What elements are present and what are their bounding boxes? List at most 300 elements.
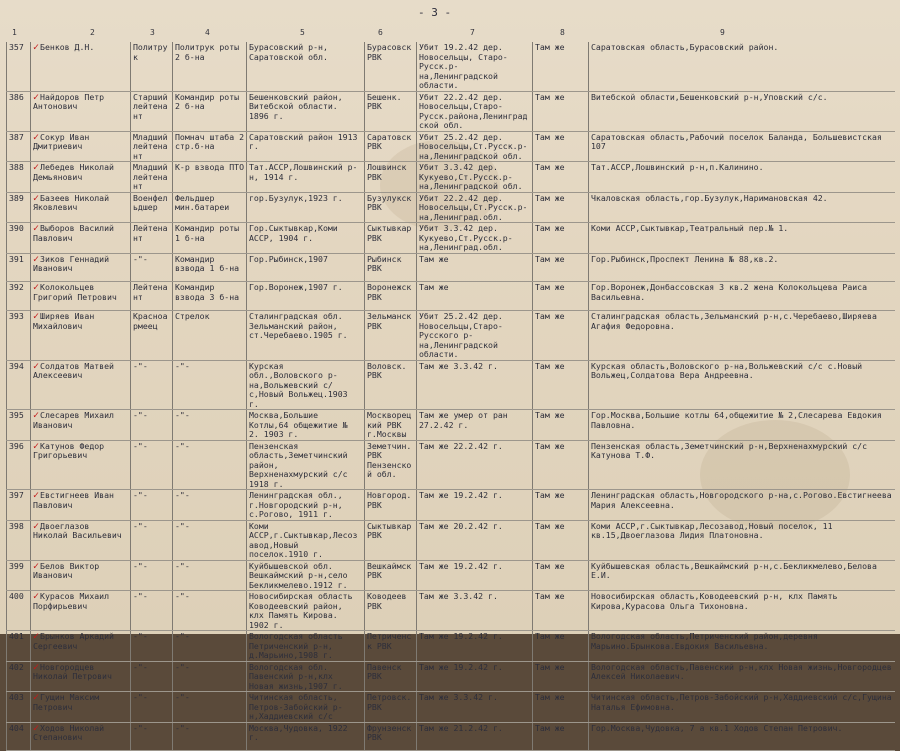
relatives-address-cell bbox=[589, 223, 895, 254]
soldier-name-cell bbox=[31, 91, 131, 131]
relatives-address: Саратовская область,Бурасовский район. bbox=[591, 42, 779, 52]
table-row bbox=[7, 410, 895, 441]
draft-office-cell bbox=[365, 410, 417, 441]
row-number: 396 bbox=[9, 440, 24, 451]
burial-place-cell bbox=[533, 410, 589, 441]
soldier-name: Белов Виктор Иванович bbox=[33, 560, 100, 581]
position-cell bbox=[173, 722, 247, 751]
draft-office-cell bbox=[365, 311, 417, 361]
rank-cell bbox=[131, 692, 173, 723]
soldier-name-cell bbox=[31, 440, 131, 490]
soldier-name-cell bbox=[31, 223, 131, 254]
birthplace-year: Новосибирская область Ководеевский район, клх Память Кирова. 1902 г. bbox=[249, 591, 353, 630]
position-cell bbox=[173, 410, 247, 441]
birthplace-year-cell bbox=[247, 661, 365, 692]
relatives-address-cell bbox=[589, 91, 895, 131]
row-number-cell bbox=[7, 520, 31, 560]
row-number: 400 bbox=[9, 591, 24, 602]
burial-place-cell bbox=[533, 591, 589, 631]
position: -"- bbox=[175, 722, 190, 733]
burial-place: Там же bbox=[535, 131, 565, 142]
soldier-name: Брынков Аркадий Сергеевич bbox=[33, 631, 114, 651]
draft-office-cell bbox=[365, 282, 417, 311]
table-row bbox=[7, 253, 895, 282]
row-number: 391 bbox=[9, 253, 24, 264]
rank-cell bbox=[131, 223, 173, 254]
draft-office-cell bbox=[365, 591, 417, 631]
birthplace-year-cell bbox=[247, 440, 365, 490]
rank-cell bbox=[131, 631, 173, 662]
death-details-cell bbox=[417, 42, 533, 91]
rank-cell bbox=[131, 282, 173, 311]
soldier-name-cell bbox=[31, 410, 131, 441]
burial-place: Там же bbox=[535, 410, 565, 421]
row-number: 392 bbox=[9, 282, 24, 293]
rank: Красноармеец bbox=[133, 311, 168, 331]
check-mark-icon: ✓ bbox=[33, 42, 40, 53]
soldier-name: Курасов Михаил Порфирьевич bbox=[33, 591, 110, 611]
row-number: 398 bbox=[9, 520, 24, 531]
soldier-name: Бенков Д.Н. bbox=[40, 42, 95, 52]
rank: Старший лейтенант bbox=[133, 91, 168, 121]
relatives-address: Сталинградская область,Зельманский р-н,с.Черебаево,Ширяева Агафия Федоровна. bbox=[591, 311, 877, 331]
rank-cell bbox=[131, 311, 173, 361]
soldier-name-cell bbox=[31, 661, 131, 692]
birthplace-year-cell bbox=[247, 591, 365, 631]
soldier-name: Сокур Иван Дмитриевич bbox=[33, 131, 90, 151]
position: Политрук роты 2 б-на bbox=[175, 42, 240, 62]
birthplace-year-cell bbox=[247, 42, 365, 91]
position: -"- bbox=[175, 661, 190, 672]
burial-place-cell bbox=[533, 91, 589, 131]
burial-place: Там же bbox=[535, 253, 565, 264]
burial-place: Там же bbox=[535, 440, 565, 451]
table-row bbox=[7, 223, 895, 254]
row-number-cell bbox=[7, 631, 31, 662]
birthplace-year: Москва,Большие Котлы,64 общежитие № 2. 1903 г. bbox=[249, 410, 348, 440]
position: Командир взвода 3 б-на bbox=[175, 282, 240, 302]
rank: -"- bbox=[133, 591, 148, 602]
birthplace-year-cell bbox=[247, 410, 365, 441]
column-number: 1 bbox=[12, 28, 17, 37]
draft-office-cell bbox=[365, 661, 417, 692]
death-details-cell bbox=[417, 692, 533, 723]
death-details: Там же 3.3.42 г. bbox=[419, 692, 498, 703]
row-number: 397 bbox=[9, 490, 24, 501]
rank: -"- bbox=[133, 661, 148, 672]
rank: Младший лейтенант bbox=[133, 131, 168, 161]
table-row bbox=[7, 131, 895, 162]
position-cell bbox=[173, 692, 247, 723]
draft-office-cell bbox=[365, 722, 417, 751]
burial-place-cell bbox=[533, 42, 589, 91]
death-details-cell bbox=[417, 410, 533, 441]
burial-place-cell bbox=[533, 631, 589, 662]
birthplace-year-cell bbox=[247, 91, 365, 131]
soldier-name-cell bbox=[31, 692, 131, 723]
row-number-cell bbox=[7, 722, 31, 751]
row-number-cell bbox=[7, 591, 31, 631]
relatives-address: Пензенская область,Земетчинский р-н,Верхненахмурский с/с Катунова Т.Ф. bbox=[591, 440, 868, 461]
draft-office: Воловск. РВК bbox=[367, 360, 407, 381]
soldier-name-cell bbox=[31, 42, 131, 91]
row-number-cell bbox=[7, 282, 31, 311]
rank-cell bbox=[131, 440, 173, 490]
table-row bbox=[7, 360, 895, 410]
soldier-name-cell bbox=[31, 490, 131, 521]
birthplace-year: Вологодская обл. Павенский р-н,клх Новая жизнь,1907 г. bbox=[249, 661, 343, 691]
birthplace-year-cell bbox=[247, 360, 365, 410]
birthplace-year-cell bbox=[247, 131, 365, 162]
row-number-cell bbox=[7, 661, 31, 692]
position: -"- bbox=[175, 360, 190, 371]
relatives-address: Новосибирская область,Ководеевский р-н, клх Память Кирова,Курасова Ольга Тихоновна. bbox=[591, 591, 838, 611]
death-details-cell bbox=[417, 91, 533, 131]
position: К-р взвода ПТО bbox=[175, 162, 245, 172]
row-number-cell bbox=[7, 131, 31, 162]
soldier-name-cell bbox=[31, 192, 131, 223]
relatives-address: Гор.Воронеж,Донбассовская 3 кв.2 жена Колокольцева Раиса Васильевна. bbox=[591, 282, 868, 302]
relatives-address-cell bbox=[589, 311, 895, 361]
relatives-address: Чкаловская область,гор.Бузулук,Наримановская 42. bbox=[591, 192, 828, 203]
row-number: 387 bbox=[9, 131, 24, 142]
death-details: Убит 25.2.42 дер. Новосельцы,Ст.Русск.р-на,Ленинградской обл. bbox=[419, 131, 528, 161]
draft-office: Ководеев РВК bbox=[367, 591, 407, 611]
position-cell bbox=[173, 591, 247, 631]
death-details: Там же 19.2.42 г. bbox=[419, 560, 503, 571]
table-row bbox=[7, 192, 895, 223]
death-details: Убит 19.2.42 дер. Новосельцы, Старо-Русск.р-на,Ленинградской области. bbox=[419, 42, 508, 90]
death-details-cell bbox=[417, 192, 533, 223]
death-details: Там же 22.2.42 г. bbox=[419, 440, 503, 451]
column-number: 3 bbox=[150, 28, 155, 37]
position: Командир роты 2 б-на bbox=[175, 91, 240, 111]
row-number: 394 bbox=[9, 360, 24, 371]
table-row bbox=[7, 722, 895, 751]
position-cell bbox=[173, 661, 247, 692]
birthplace-year: Бурасовский р-н, Саратовской обл. bbox=[249, 42, 328, 62]
soldier-name: Двоеглазов Николай Васильевич bbox=[33, 520, 122, 541]
position-cell bbox=[173, 192, 247, 223]
row-number: 386 bbox=[9, 91, 24, 102]
relatives-address-cell bbox=[589, 192, 895, 223]
position: -"- bbox=[175, 440, 190, 451]
position-cell bbox=[173, 223, 247, 254]
row-number: 390 bbox=[9, 223, 24, 233]
position: -"- bbox=[175, 631, 190, 642]
relatives-address-cell bbox=[589, 360, 895, 410]
death-details: Убит 3.3.42 дер. Кукуево,Ст.Русск.р-на,Ленинградской обл. bbox=[419, 162, 523, 191]
row-number-cell bbox=[7, 311, 31, 361]
rank-cell bbox=[131, 131, 173, 162]
table-row bbox=[7, 440, 895, 490]
draft-office-cell bbox=[365, 91, 417, 131]
birthplace-year: Вологодская область Петриченский р-н, д.Марьино,1908 г. bbox=[249, 631, 343, 661]
column-number: 2 bbox=[90, 28, 95, 37]
relatives-address-cell bbox=[589, 722, 895, 751]
position: -"- bbox=[175, 490, 190, 501]
birthplace-year-cell bbox=[247, 490, 365, 521]
death-details-cell bbox=[417, 591, 533, 631]
check-mark-icon: ✓ bbox=[33, 591, 40, 603]
relatives-address: Тат.АССР,Лошвинский р-н,п.Калинино. bbox=[591, 162, 764, 172]
soldier-name: Солдатов Матвей Алексеевич bbox=[33, 360, 114, 381]
burial-place: Там же bbox=[535, 631, 565, 642]
relatives-address-cell bbox=[589, 162, 895, 193]
death-details-cell bbox=[417, 440, 533, 490]
row-number-cell bbox=[7, 360, 31, 410]
rank: Лейтенант bbox=[133, 223, 168, 243]
relatives-address-cell bbox=[589, 661, 895, 692]
rank-cell bbox=[131, 360, 173, 410]
death-details: Там же 19.2.42 г. bbox=[419, 631, 503, 642]
death-details: Убит 22.2.42 дер. Новосельцы,Старо-Русск.района,Ленинградской обл. bbox=[419, 91, 528, 130]
draft-office: Вешкаймск РВК bbox=[367, 560, 412, 581]
row-number-cell bbox=[7, 223, 31, 254]
birthplace-year: Сталинградская обл. Зельманский район, ст.Черебаево.1905 г. bbox=[249, 311, 348, 341]
table-row bbox=[7, 311, 895, 361]
burial-place: Там же bbox=[535, 42, 565, 52]
burial-place: Там же bbox=[535, 520, 565, 531]
rank-cell bbox=[131, 560, 173, 591]
burial-place-cell bbox=[533, 560, 589, 591]
check-mark-icon: ✓ bbox=[33, 661, 40, 673]
row-number-cell bbox=[7, 490, 31, 521]
draft-office: Павенск РВК bbox=[367, 661, 402, 682]
check-mark-icon: ✓ bbox=[33, 490, 40, 502]
birthplace-year: Пензенская область,Земетчинский район, Верхненахмурский с/с 1918 г. bbox=[249, 440, 348, 489]
birthplace-year: гор.Бузулук,1923 г. bbox=[249, 192, 343, 203]
relatives-address: Ленинградская область,Новгородского р-на,с.Рогово.Евстигнеева Мария Алексеевна. bbox=[591, 490, 892, 510]
birthplace-year: Тат.АССР,Лошвинский р-н, 1914 г. bbox=[249, 162, 358, 182]
burial-place-cell bbox=[533, 223, 589, 254]
row-number: 357 bbox=[9, 42, 24, 52]
column-number: 5 bbox=[300, 28, 305, 37]
draft-office: Петровск. РВК bbox=[367, 692, 412, 712]
table-row bbox=[7, 692, 895, 723]
rank-cell bbox=[131, 661, 173, 692]
birthplace-year-cell bbox=[247, 631, 365, 662]
birthplace-year: Коми АССР,г.Сыктывкар,Лесозавод,Новый поселок.1910 г. bbox=[249, 520, 358, 560]
position-cell bbox=[173, 560, 247, 591]
death-details: Убит 22.2.42 дер. Новосельцы,Ст.Русск.р-на,Ленинград.обл. bbox=[419, 192, 528, 222]
burial-place-cell bbox=[533, 192, 589, 223]
column-number: 4 bbox=[205, 28, 210, 37]
check-mark-icon: ✓ bbox=[33, 560, 40, 572]
death-details-cell bbox=[417, 282, 533, 311]
death-details: Убит 3.3.42 дер. Кукуево,Ст.Русск.р-на,Ленинград.обл. bbox=[419, 223, 513, 252]
death-details-cell bbox=[417, 661, 533, 692]
check-mark-icon: ✓ bbox=[33, 162, 40, 173]
burial-place-cell bbox=[533, 253, 589, 282]
death-details-cell bbox=[417, 162, 533, 193]
draft-office-cell bbox=[365, 440, 417, 490]
relatives-address-cell bbox=[589, 560, 895, 591]
position-cell bbox=[173, 282, 247, 311]
birthplace-year: Гор.Сыктывкар,Коми АССР, 1904 г. bbox=[249, 223, 338, 243]
soldier-name-cell bbox=[31, 591, 131, 631]
rank: Лейтенант bbox=[133, 282, 168, 302]
position-cell bbox=[173, 91, 247, 131]
birthplace-year-cell bbox=[247, 311, 365, 361]
burial-place: Там же bbox=[535, 722, 565, 733]
death-details: Там же 3.3.42 г. bbox=[419, 591, 498, 602]
draft-office-cell bbox=[365, 560, 417, 591]
draft-office: Фрунзенск РВК bbox=[367, 722, 412, 743]
relatives-address: Читинская область,Петров-Забойский р-н,Хаддиевский с/с,Гущина Наталья Ефимовна. bbox=[591, 692, 892, 712]
soldier-name: Зиков Геннадий Иванович bbox=[33, 253, 110, 273]
rank: -"- bbox=[133, 440, 148, 451]
row-number-cell bbox=[7, 692, 31, 723]
draft-office: Бузулукск РВК bbox=[367, 192, 412, 212]
row-number: 395 bbox=[9, 410, 24, 421]
relatives-address: Саратовская область,Рабочий поселок Баланда, Большевистская 107 bbox=[591, 131, 882, 151]
birthplace-year-cell bbox=[247, 162, 365, 193]
burial-place-cell bbox=[533, 661, 589, 692]
draft-office-cell bbox=[365, 162, 417, 193]
relatives-address: Витебской области,Бешенковский р-н,Уповский с/с. bbox=[591, 91, 828, 102]
row-number-cell bbox=[7, 91, 31, 131]
burial-place: Там же bbox=[535, 661, 565, 672]
soldier-name-cell bbox=[31, 131, 131, 162]
relatives-address: Коми АССР,г.Сыктывкар,Лесозавод,Новый поселок, 11 кв.15,Двоеглазова Лидия Платоновна. bbox=[591, 520, 833, 541]
row-number: 399 bbox=[9, 560, 24, 571]
burial-place: Там же bbox=[535, 692, 565, 703]
burial-place: Там же bbox=[535, 162, 565, 172]
birthplace-year-cell bbox=[247, 560, 365, 591]
table-row bbox=[7, 162, 895, 193]
relatives-address-cell bbox=[589, 631, 895, 662]
death-details-cell bbox=[417, 490, 533, 521]
soldier-name: Базеев Николай Яковлевич bbox=[33, 192, 110, 212]
table-row bbox=[7, 560, 895, 591]
rank: -"- bbox=[133, 631, 148, 642]
death-details: Там же bbox=[419, 282, 449, 293]
position-cell bbox=[173, 131, 247, 162]
soldier-name: Выборов Василий Павлович bbox=[33, 223, 114, 243]
burial-place: Там же bbox=[535, 282, 565, 293]
soldier-name-cell bbox=[31, 631, 131, 662]
relatives-address-cell bbox=[589, 42, 895, 91]
position-cell bbox=[173, 631, 247, 662]
relatives-address-cell bbox=[589, 253, 895, 282]
draft-office: Новгород. РВК bbox=[367, 490, 412, 510]
draft-office-cell bbox=[365, 360, 417, 410]
draft-office-cell bbox=[365, 253, 417, 282]
position: -"- bbox=[175, 560, 190, 571]
rank-cell bbox=[131, 490, 173, 521]
rank: -"- bbox=[133, 722, 148, 733]
birthplace-year-cell bbox=[247, 722, 365, 751]
burial-place: Там же bbox=[535, 560, 565, 571]
draft-office-cell bbox=[365, 192, 417, 223]
burial-place-cell bbox=[533, 722, 589, 751]
relatives-address: Вологодская область,Павенский р-н,клх Новая жизнь,Новгородцев Алексей Николаевич. bbox=[591, 661, 892, 682]
check-mark-icon: ✓ bbox=[33, 192, 40, 204]
draft-office: Москворецкий РВК г.Москвы bbox=[367, 410, 412, 440]
row-number: 389 bbox=[9, 192, 24, 203]
relatives-address-cell bbox=[589, 282, 895, 311]
birthplace-year: Москва,Чудовка, 1922 г. bbox=[249, 722, 348, 743]
check-mark-icon: ✓ bbox=[33, 253, 40, 265]
draft-office-cell bbox=[365, 520, 417, 560]
relatives-address: Гор.Москва,Большие котлы 64,общежитие № 2,Слесарева Евдокия Павловна. bbox=[591, 410, 882, 430]
soldier-name: Гущин Максим Петрович bbox=[33, 692, 100, 712]
relatives-address-cell bbox=[589, 692, 895, 723]
relatives-address-cell bbox=[589, 520, 895, 560]
soldier-name: Ходов Николай Степанович bbox=[33, 722, 105, 743]
birthplace-year: Бешенковский район, Витебской области. 1896 г. bbox=[249, 91, 343, 121]
column-number: 8 bbox=[560, 28, 565, 37]
soldier-name: Колокольцев Григорий Петрович bbox=[33, 282, 117, 302]
check-mark-icon: ✓ bbox=[33, 223, 40, 234]
burial-place: Там же bbox=[535, 91, 565, 102]
birthplace-year-cell bbox=[247, 192, 365, 223]
column-number: 7 bbox=[470, 28, 475, 37]
position-cell bbox=[173, 360, 247, 410]
death-details: Убит 25.2.42 дер. Новосельцы,Старо-Русского р-на,Ленинградской области. bbox=[419, 311, 503, 360]
rank-cell bbox=[131, 91, 173, 131]
position: Стрелок bbox=[175, 311, 210, 322]
position: Помнач штаба 2 стр.б-на bbox=[175, 131, 245, 151]
rank-cell bbox=[131, 42, 173, 91]
death-details: Там же умер от ран 27.2.42 г. bbox=[419, 410, 508, 430]
column-number: 6 bbox=[378, 28, 383, 37]
birthplace-year-cell bbox=[247, 282, 365, 311]
death-details-cell bbox=[417, 520, 533, 560]
row-number-cell bbox=[7, 560, 31, 591]
rank: -"- bbox=[133, 253, 148, 264]
rank: Военфельдшер bbox=[133, 192, 168, 212]
burial-place-cell bbox=[533, 360, 589, 410]
position-cell bbox=[173, 490, 247, 521]
burial-place-cell bbox=[533, 440, 589, 490]
soldier-name-cell bbox=[31, 360, 131, 410]
death-details-cell bbox=[417, 223, 533, 254]
rank-cell bbox=[131, 722, 173, 751]
burial-place-cell bbox=[533, 490, 589, 521]
draft-office: Лошвинск РВК bbox=[367, 162, 407, 182]
position: -"- bbox=[175, 692, 190, 703]
position-cell bbox=[173, 311, 247, 361]
position: -"- bbox=[175, 591, 190, 602]
position: Фельдшер мин.батареи bbox=[175, 192, 230, 212]
draft-office-cell bbox=[365, 692, 417, 723]
rank: -"- bbox=[133, 360, 148, 371]
soldier-name: Слесарев Михаил Иванович bbox=[33, 410, 114, 430]
row-number: 388 bbox=[9, 162, 24, 172]
soldier-name-cell bbox=[31, 282, 131, 311]
rank: -"- bbox=[133, 520, 148, 531]
relatives-address: Курская область,Воловского р-на,Вольжевский с/с с.Новый Вольжец,Солдатова Вера Андреевна. bbox=[591, 360, 863, 381]
position: Командир взвода 1 б-на bbox=[175, 253, 240, 273]
relatives-address: Вологодская область,Петриченский район,деревня Марьино.Брынкова.Евдокия Васильевна. bbox=[591, 631, 818, 651]
death-details: Там же bbox=[419, 253, 449, 264]
rank-cell bbox=[131, 253, 173, 282]
soldier-name-cell bbox=[31, 253, 131, 282]
rank-cell bbox=[131, 192, 173, 223]
burial-place: Там же bbox=[535, 490, 565, 501]
death-details-cell bbox=[417, 631, 533, 662]
death-details-cell bbox=[417, 722, 533, 751]
rank: -"- bbox=[133, 490, 148, 501]
draft-office: Зельманск РВК bbox=[367, 311, 412, 331]
birthplace-year-cell bbox=[247, 223, 365, 254]
soldier-name: Ширяев Иван Михайлович bbox=[33, 311, 95, 331]
row-number: 393 bbox=[9, 311, 24, 322]
page-number: - 3 - bbox=[418, 6, 452, 19]
draft-office-cell bbox=[365, 490, 417, 521]
